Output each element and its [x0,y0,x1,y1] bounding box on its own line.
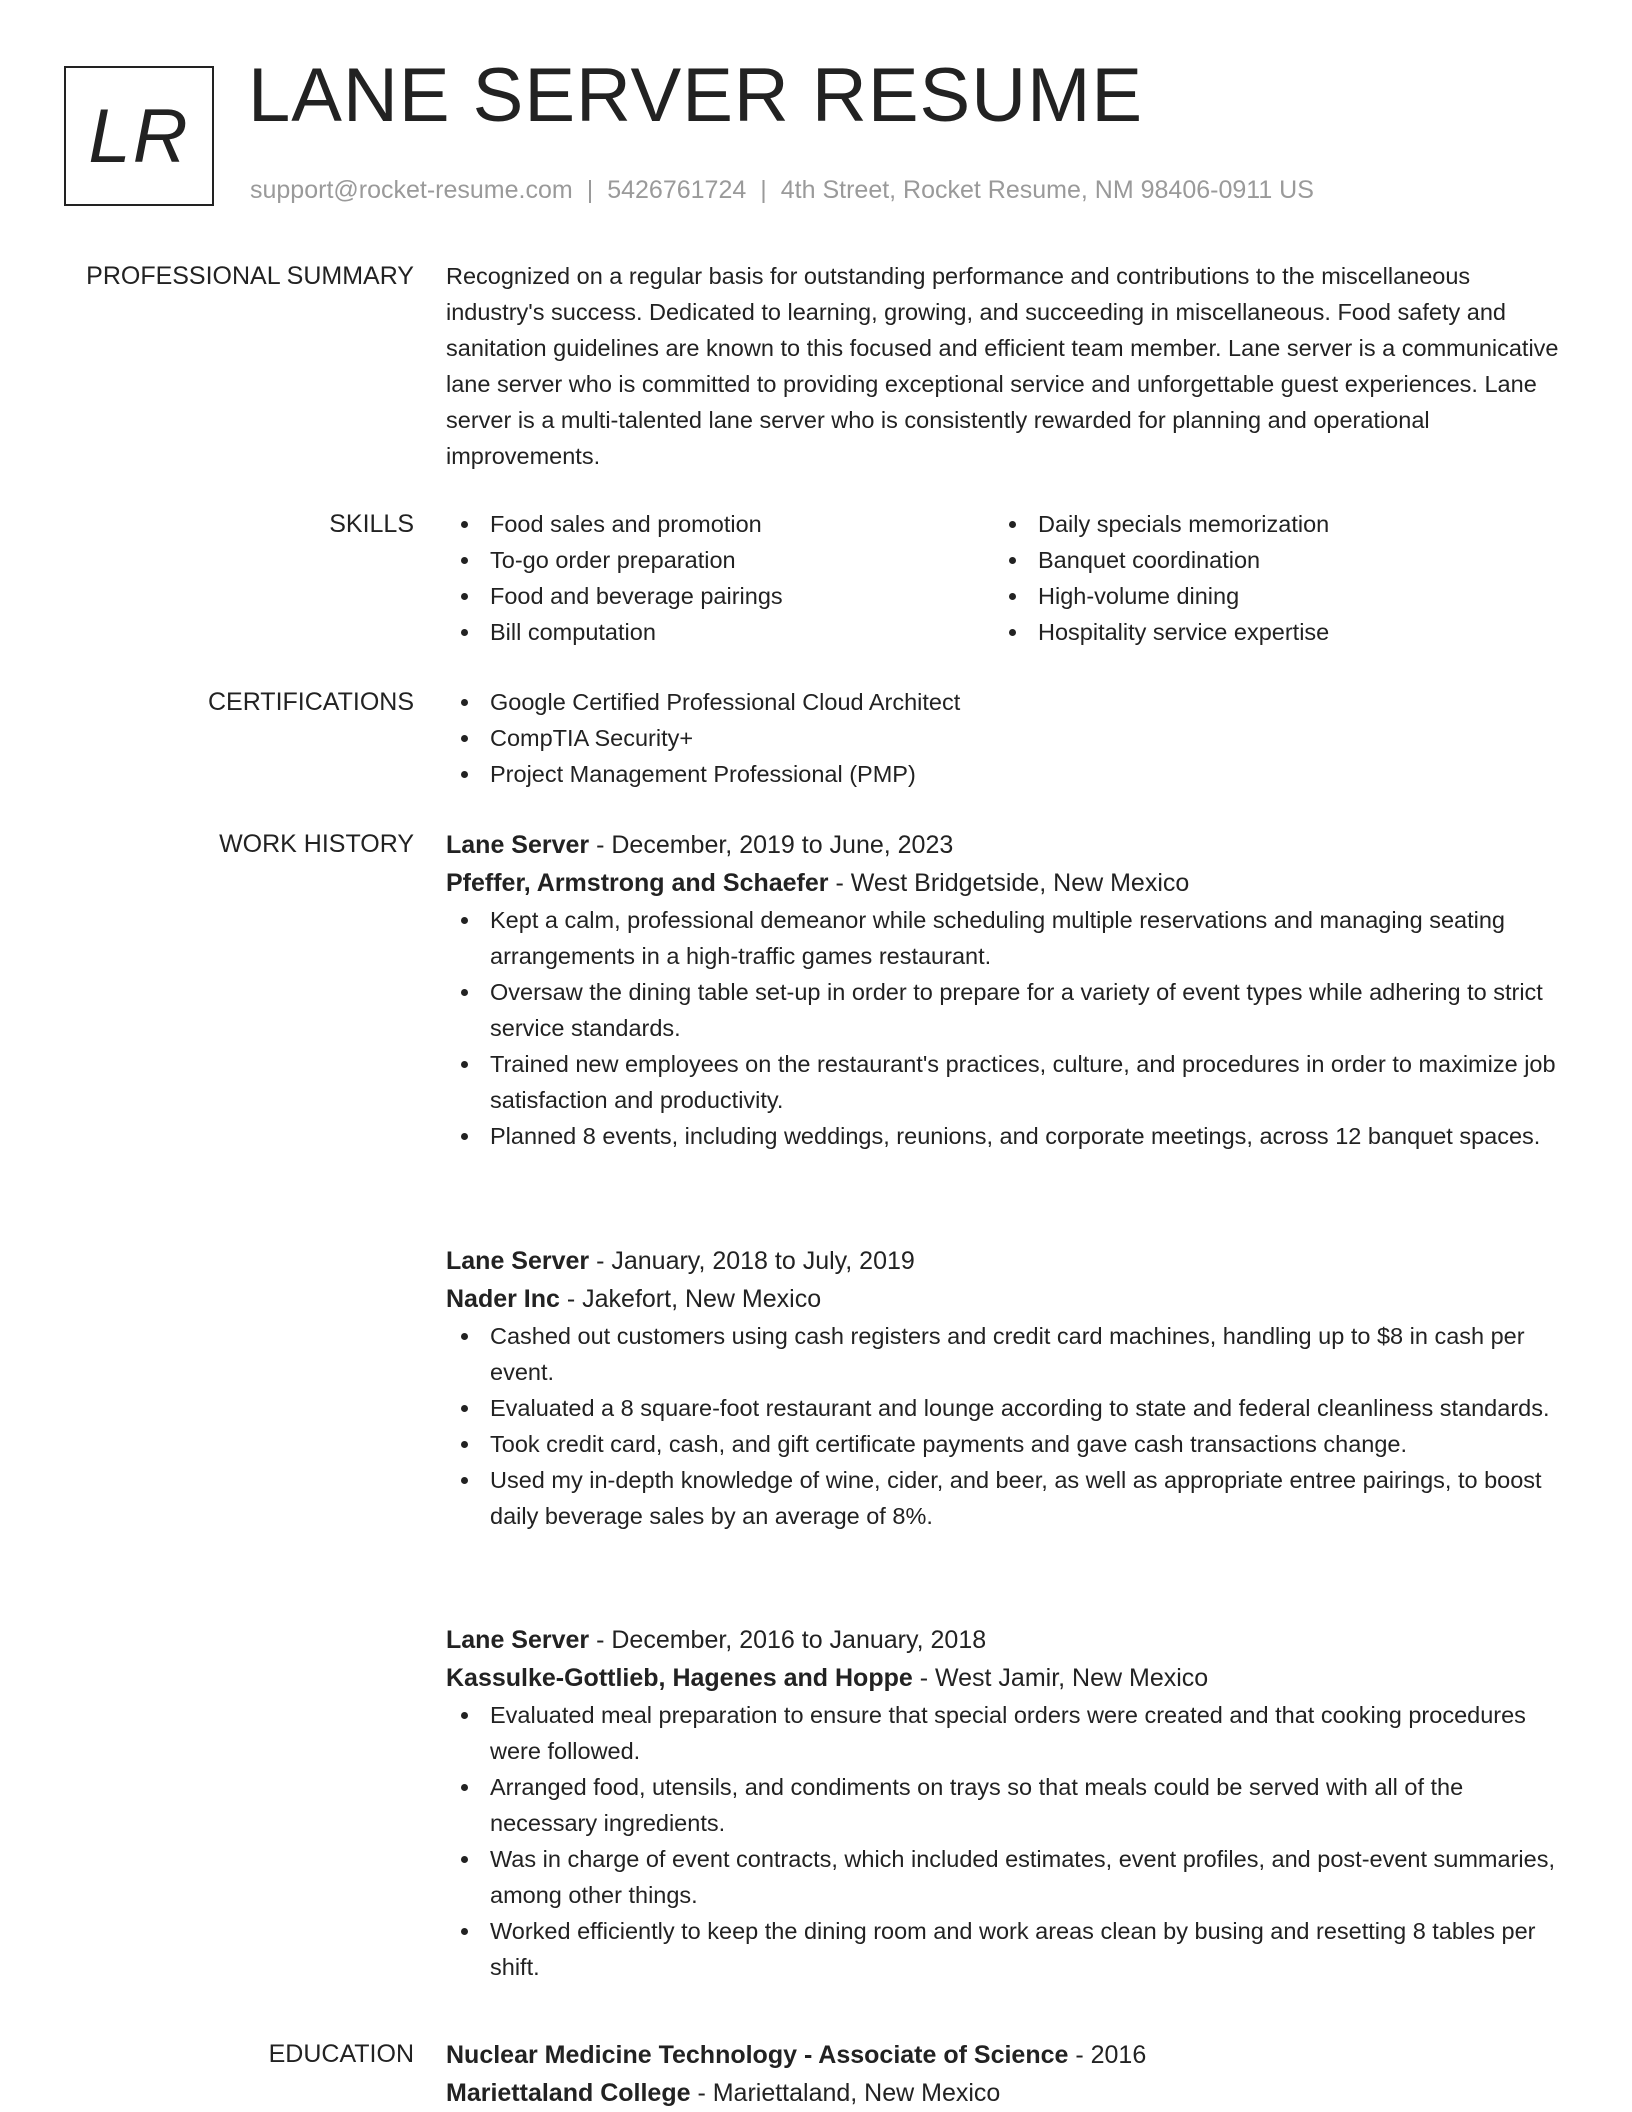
resume-title: LANE SERVER RESUME [248,53,1144,138]
contact-address: 4th Street, Rocket Resume, NM 98406-0911 US [780,176,1314,204]
education-school: Mariettaland College [446,2079,691,2107]
skill-item: Food and beverage pairings [446,578,994,614]
job-title: Lane Server [446,1247,590,1275]
skills-list-left [446,506,994,650]
job-duty: Worked efficiently to keep the dining room and work areas clean by busing and resetting 8 tables per shift. [446,1913,1566,1985]
section-label-education: EDUCATION [268,2040,414,2068]
monogram-logo: LR [64,66,214,206]
skill-item: Daily specials memorization [994,506,1542,542]
education-location: - Mariettaland, New Mexico [690,2079,1001,2107]
job-duties-list [446,1697,1566,1985]
skill-item: High-volume dining [994,578,1542,614]
certification-item: Google Certified Professional Cloud Architect [446,684,1566,720]
section-label-certifications: CERTIFICATIONS [207,688,414,716]
job-duty: Cashed out customers using cash registers and credit card machines, handling up to $8 in cash per event. [446,1318,1566,1390]
skill-item: Hospitality service expertise [994,614,1542,650]
job-duty: Planned 8 events, including weddings, reunions, and corporate meetings, across 12 banquet spaces. [446,1118,1566,1154]
job-company-line [446,1659,1566,1697]
job-dates: - January, 2018 to July, 2019 [589,1247,915,1275]
contact-email[interactable]: support@rocket-resume.com [250,176,573,204]
job-title-line [446,826,1566,864]
job-duty: Took credit card, cash, and gift certificate payments and gave cash transactions change. [446,1426,1566,1462]
certifications-list [446,684,1566,792]
skill-item: Bill computation [446,614,994,650]
job-location: - West Jamir, New Mexico [912,1664,1209,1692]
job-duties-list [446,902,1566,1154]
job-duty: Was in charge of event contracts, which included estimates, event profiles, and post-event summaries, among other things. [446,1841,1566,1913]
section-label-summary: PROFESSIONAL SUMMARY [86,262,414,290]
skill-item: To-go order preparation [446,542,994,578]
job-company: Kassulke-Gottlieb, Hagenes and Hoppe [446,1664,913,1692]
job-company: Pfeffer, Armstrong and Schaefer [446,869,829,897]
job-duty: Arranged food, utensils, and condiments on trays so that meals could be served with all of the necessary ingredients. [446,1769,1566,1841]
job-company: Nader Inc [446,1285,560,1313]
certification-item: CompTIA Security+ [446,720,1566,756]
job-duty: Evaluated meal preparation to ensure that special orders were created and that cooking procedures were followed. [446,1697,1566,1769]
skill-item: Banquet coordination [994,542,1542,578]
job-title: Lane Server [446,831,590,859]
job-location: - West Bridgetside, New Mexico [828,869,1190,897]
education-body [446,2036,1566,2112]
section-label-work-history: WORK HISTORY [219,830,414,858]
job-title: Lane Server [446,1626,590,1654]
job-duty: Used my in-depth knowledge of wine, cider, and beer, as well as appropriate entree pairings, to boost daily beverage sales by an average of 8%. [446,1462,1566,1534]
contact-separator: | [760,176,767,204]
skills-body [446,506,1566,650]
contact-phone[interactable]: 5426761724 [607,176,747,204]
education-school-line [446,2074,1566,2112]
skill-item: Food sales and promotion [446,506,994,542]
education-degree: Nuclear Medicine Technology - Associate of Science [446,2041,1069,2069]
contact-separator: | [586,176,594,204]
job-duty: Oversaw the dining table set-up in order to prepare for a variety of event types while adhering to strict service standards. [446,974,1566,1046]
job-location: - Jakefort, New Mexico [559,1285,822,1313]
education-year: - 2016 [1068,2041,1147,2069]
section-label-skills: SKILLS [329,510,414,538]
job-title-line [446,1621,1566,1659]
job-duty: Kept a calm, professional demeanor while scheduling multiple reservations and managing seating arrangements in a high-traffic games restaurant. [446,902,1566,974]
summary-body [446,258,1566,474]
job-dates: - December, 2016 to January, 2018 [589,1626,987,1654]
job-duties-list [446,1318,1566,1534]
job-title-line [446,1242,1566,1280]
summary-text: Recognized on a regular basis for outstanding performance and contributions to the miscellaneous industry's success. Dedicated to learning, growing, and succeeding in miscellaneous. Food safety and sanitation guidelines are known to this focused and efficient team member. Lane server is a communicative lane server who is committed to providing exceptional service and unforgettable guest experiences. Lane server is a multi-talented lane server who is consistently rewarded for planning and operational improvements. [446,263,1559,469]
education-degree-line [446,2036,1566,2074]
job-company-line [446,864,1566,902]
certifications-body [446,684,1566,792]
job-company-line [446,1280,1566,1318]
job-duty: Trained new employees on the restaurant's practices, culture, and procedures in order to maximize job satisfaction and productivity. [446,1046,1566,1118]
skills-list-right [994,506,1542,650]
certification-item: Project Management Professional (PMP) [446,756,1566,792]
job-duty: Evaluated a 8 square-foot restaurant and lounge according to state and federal cleanliness standards. [446,1390,1566,1426]
contact-line [250,176,1314,205]
job-dates: - December, 2019 to June, 2023 [589,831,954,859]
